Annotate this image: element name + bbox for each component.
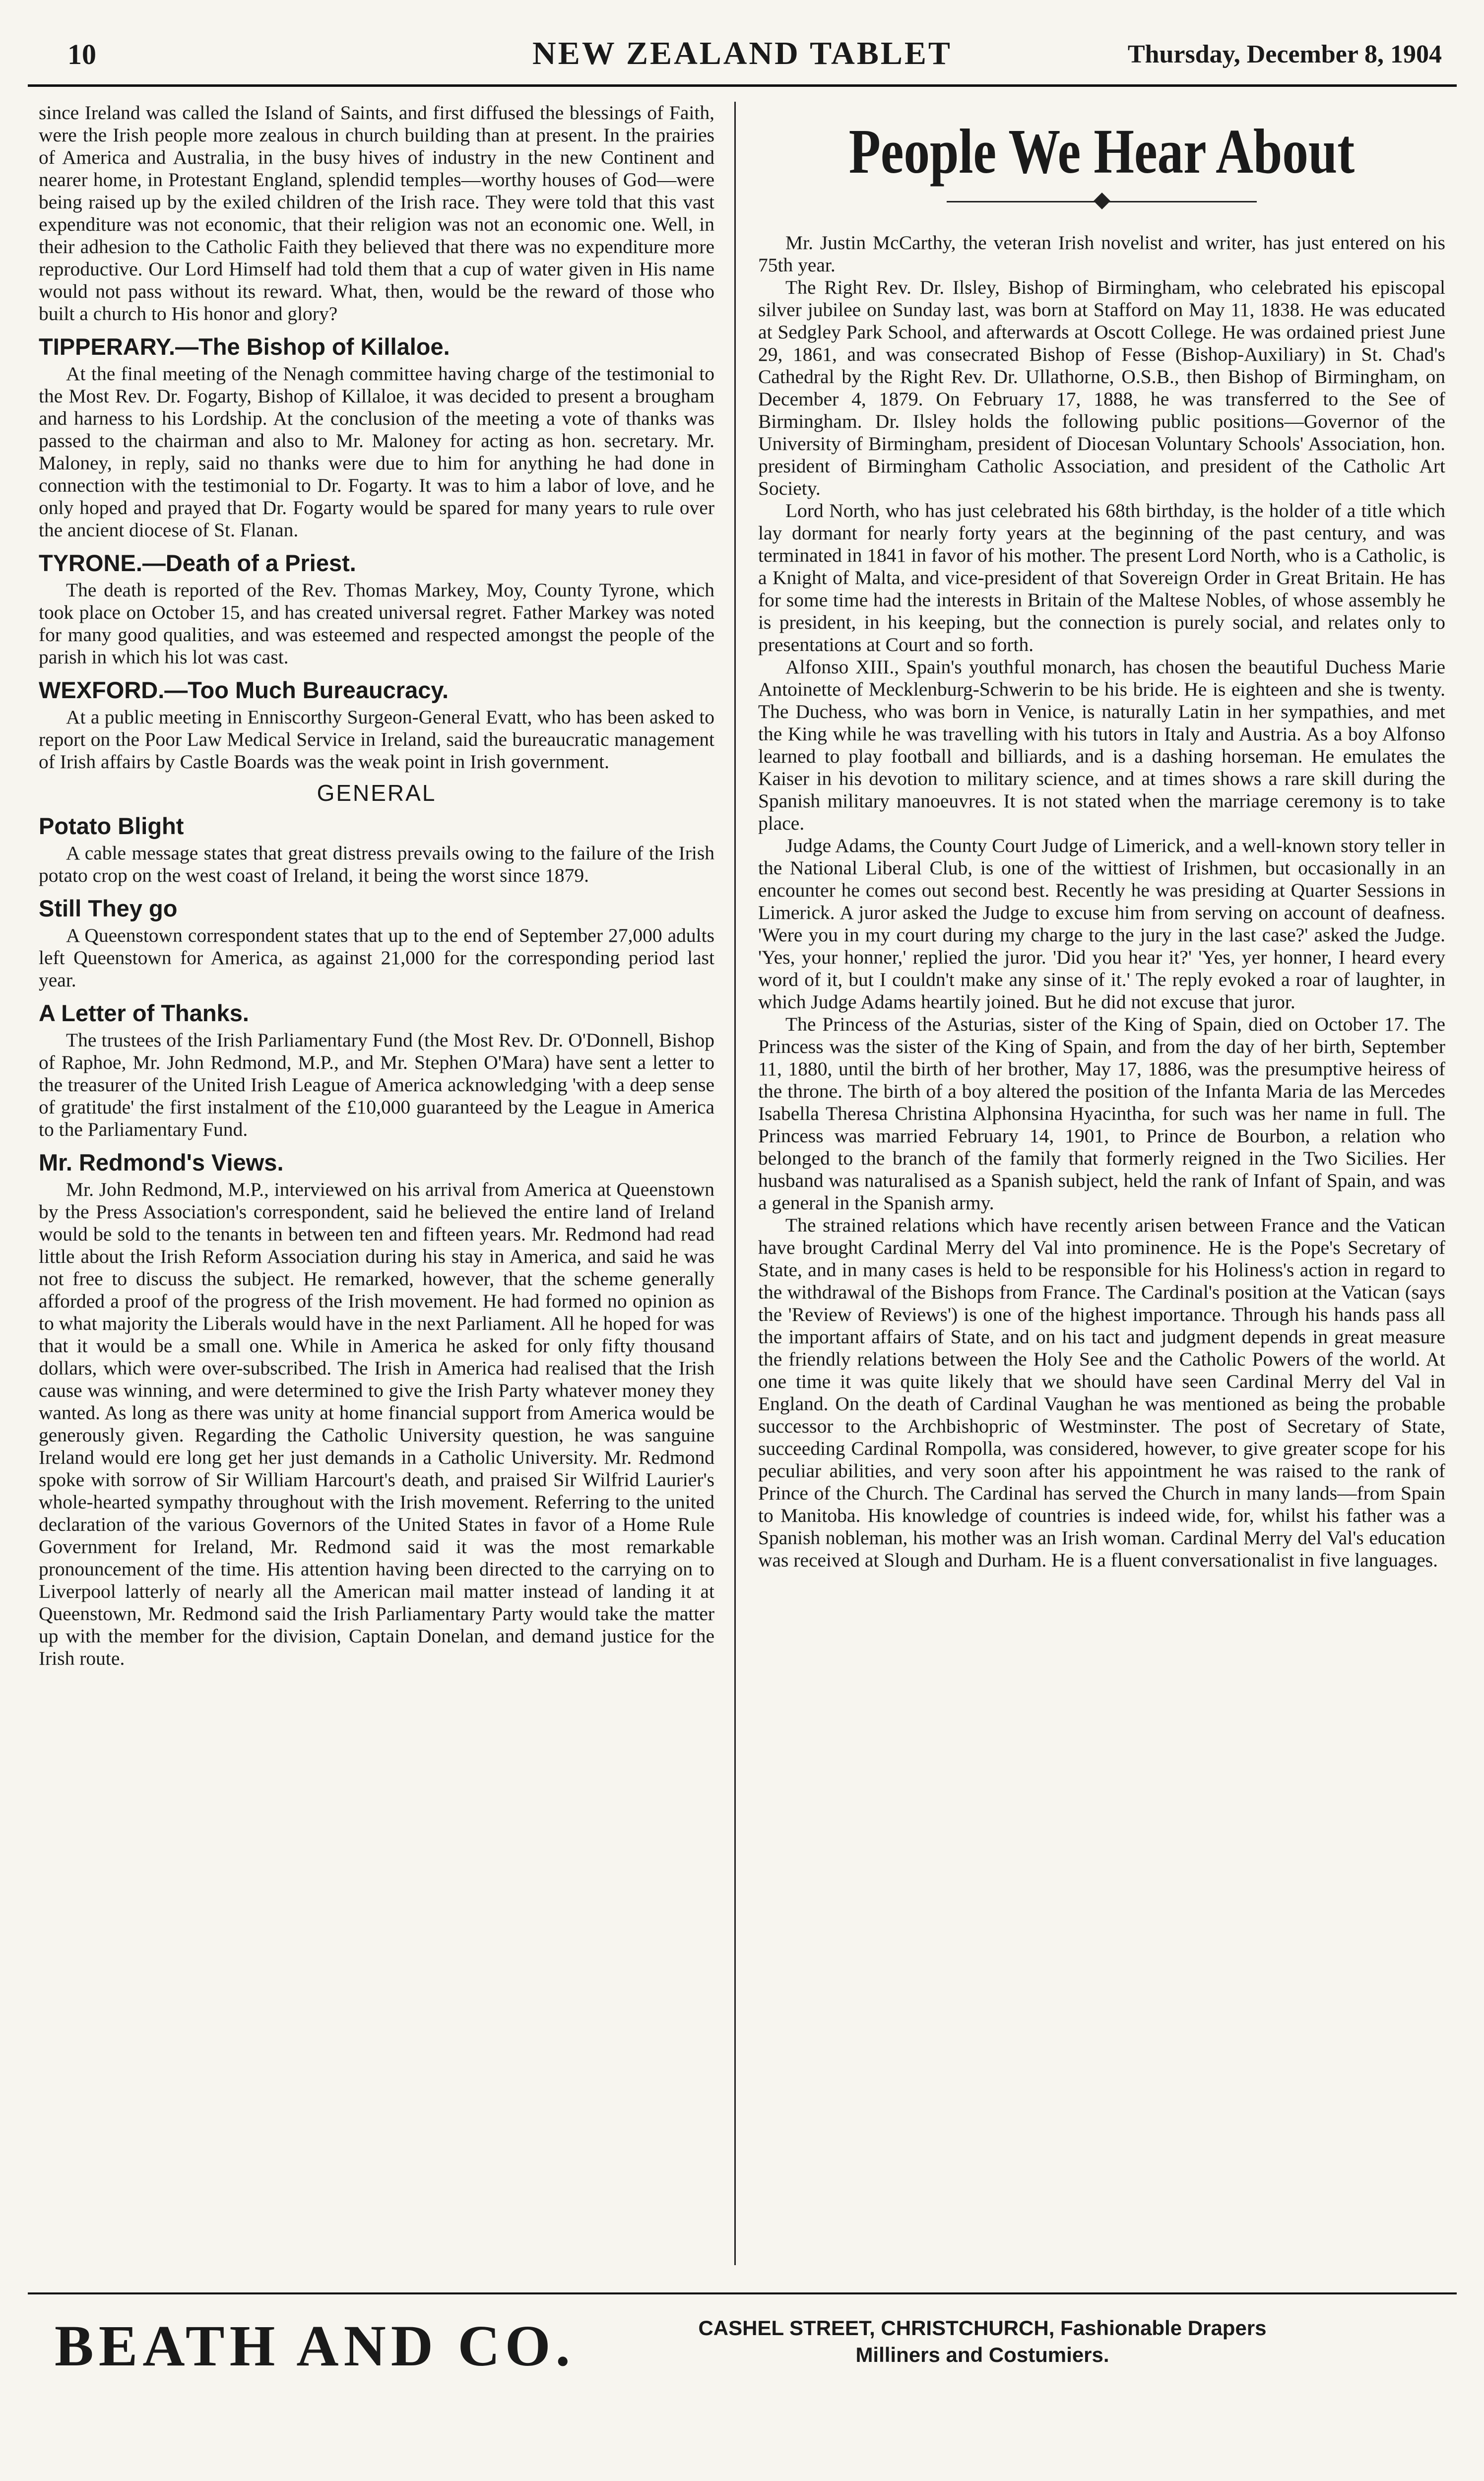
wexford-paragraph: At a public meeting in Enniscorthy Surgeon-General Evatt, who has been asked to report on the Poor Law Medical Service in Ireland, said the bureaucratic management of Irish affairs by Castle Boards was the weak point in Irish government. (39, 706, 714, 773)
people-we-hear-about-heading: People We Hear About (848, 116, 1355, 187)
page-number: 10 (67, 38, 96, 70)
diamond-ornament-icon (1094, 193, 1110, 209)
masthead (28, 35, 1457, 87)
wexford-heading: WEXFORD.—Too Much Bureaucracy. (39, 677, 449, 703)
address-line-1: CASHEL STREET, CHRISTCHURCH, Fashionable Drapers (698, 2316, 1267, 2340)
heading-ornament (758, 187, 1445, 217)
right-column (758, 102, 1445, 2275)
judge-adams-paragraph: Judge Adams, the County Court Judge of Limerick, and a well-known story teller in the National Liberal Club, is one of the wittiest of Irishmen, but occasionally in an encounter he comes out second best. Recently he was presiding at Quarter Sessions in Limerick. A juror asked the Judge to excuse him from serving on account of deafness. 'Were you in my court during my charge to the jury in the last case?' asked the Judge. 'Yes, your honner,' replied the juror. 'Did you hear it?' 'Yes, yer honner, I heard every word of it, but I couldn't make any sinse of it.' The reply evoked a roar of laughter, in which Judge Adams heartily joined. But he did not excuse that juror. (758, 835, 1445, 1013)
issue-date: Thursday, December 8, 1904 (1127, 40, 1442, 68)
alfonso-paragraph: Alfonso XIII., Spain's youthful monarch, has chosen the beautiful Duchess Marie Antoinette of Mecklenburg-Schwerin to be his bride. He is eighteen and she is twenty. The Duchess, who was born in Venice, is naturally Latin in her sympathies, and met the King while he was travelling with his tutors in Italy and Austria. As a boy Alfonso learned to play football and billiards, and is a dashing horseman. He emulates the Kaiser in his devotion to military science, and at times shows a rare skill during the Spanish military manoeuvres. It is not stated when the marriage ceremony is to take place. (758, 656, 1445, 834)
princess-asturias-paragraph: The Princess of the Asturias, sister of the King of Spain, died on October 17. The Princess was the sister of the King of Spain, and from the day of her birth, September 11, 1880, until the birth of her brother, May 17, 1886, was the presumptive heiress of the throne. The birth of a boy altered the position of the Infanta Maria de las Mercedes Isabella Theresa Christina Alphonsina Hyacintha, for such was her name in full. The Princess was married February 14, 1901, to Prince de Bourbon, a relation who belonged to the branch of the family that formerly reigned in the Two Sicilies. Her husband was naturalised as a Spanish subject, held the rank of Infant of Spain, and was a general in the Spanish army. (758, 1013, 1445, 1214)
footer-rule (28, 2292, 1457, 2294)
redmond-heading: Mr. Redmond's Views. (39, 1149, 284, 1175)
advertiser-brand: BEATH AND CO. (55, 2313, 575, 2378)
general-heading: GENERAL (317, 780, 437, 806)
potato-heading: Potato Blight (39, 813, 184, 839)
tipperary-paragraph: At the final meeting of the Nenagh committee having charge of the testimonial to the Most Rev. Dr. Fogarty, Bishop of Killaloe, it was decided to present a brougham and harness to his Lordship. At the conclusion of the meeting a vote of thanks was passed to the chairman and also to Mr. Maloney for acting as hon. secretary. Mr. Maloney, in reply, said no thanks were due to him for anything he had done in connection with the testimonial to Dr. Fogarty. It was to him a labor of love, and he only hoped and prayed that Dr. Fogarty would be spared for many years to rule over the ancient diocese of St. Flanan. (39, 363, 714, 541)
merry-del-val-paragraph: The strained relations which have recently arisen between France and the Vatican have brought Cardinal Merry del Val into prominence. He is the Pope's Secretary of State, and in many cases is held to be responsible for his Holiness's action in regard to the withdrawal of the Bishops from France. The Cardinal's position at the Vatican (says the 'Review of Reviews') is one of the highest importance. Through his hands pass all the important affairs of State, and on his tact and judgment depends in great measure the friendly relations between the Holy See and the Catholic Powers of the world. At one time it was quite likely that we should have seen Cardinal Merry del Val in England. On the death of Cardinal Vaughan he was mentioned as being the probable successor to the Archbishopric of Westminster. The post of Secretary of State, succeeding Cardinal Rompolla, was considered, however, to give greater scope for his peculiar abilities, and very soon after his appointment he was raised to the rank of Prince of the Church. The Cardinal has served the Church in many lands—from Spain to Manitoba. His knowledge of countries is indeed wide, for, whilst his father was a Spanish nobleman, his mother was an Irish woman. Cardinal Merry del Val's education was received at Slough and Durham. He is a fluent conversationalist in five languages. (758, 1214, 1445, 1571)
tyrone-heading: TYRONE.—Death of a Priest. (39, 550, 356, 576)
ilsley-paragraph: The Right Rev. Dr. Ilsley, Bishop of Birmingham, who celebrated his episcopal silver jubilee on Sunday last, was born at Stafford on May 11, 1838. He was educated at Sedgley Park School, and afterwards at Oscott College. He was ordained priest June 29, 1861, and was consecrated Bishop of Fesse (Bishop-Auxiliary) in St. Chad's Cathedral by the Right Rev. Dr. Ullathorne, O.S.B., then Bishop of Birmingham, on December 4, 1879. On February 17, 1888, he was transferred to the See of Birmingham. Dr. Ilsley holds the following public positions—Governor of the University of Birmingham, president of Diocesan Voluntary Schools' Association, hon. president of Birmingham Catholic Association, and president of the Catholic Art Society. (758, 276, 1445, 499)
address-line-2: Milliners and Costumiers. (855, 2343, 1109, 2366)
letter-heading: A Letter of Thanks. (39, 1000, 249, 1026)
left-column (39, 102, 714, 2275)
intro-paragraph: since Ireland was called the Island of Saints, and first diffused the blessings of Faith, were the Irish people more zealous in church building than at present. In the prairies of America and Australia, in the busy hives of industry in the new Continent and nearer home, in Protestant England, splendid temples—worthy houses of God—were being raised up by the exiled children of the Irish race. They were told that this vast expenditure was not economic, that their religion was not an economic one. Well, in their adhesion to the Catholic Faith they believed that there was no expenditure more reproductive. Our Lord Himself had told them that a cup of water given in His name would not pass without its reward. What, then, would be the reward of those who built a church to His honor and glory? (39, 102, 714, 325)
mccarthy-paragraph: Mr. Justin McCarthy, the veteran Irish novelist and writer, has just entered on his 75th year. (758, 232, 1445, 276)
still-they-go-heading: Still They go (39, 895, 178, 921)
tyrone-paragraph: The death is reported of the Rev. Thomas Markey, Moy, County Tyrone, which took place on October 15, and has created universal regret. Father Markey was noted for many good qualities, and was esteemed and respected amongst the people of the parish in which his lot was cast. (39, 579, 714, 668)
lord-north-paragraph: Lord North, who has just celebrated his 68th birthday, is the holder of a title which lay dormant for nearly forty years at the beginning of the past century, and was terminated in 1841 in favor of his mother. The present Lord North, who is a Catholic, is a Knight of Malta, and vice-president of that Sovereign Order in Great Britain. He has for some time had the interests in Britain of the Maltese Nobles, of whose assembly he is president, in his keeping, but the connection is purely social, and relates only to presentations at Court and so forth. (758, 500, 1445, 655)
column-rule (734, 102, 736, 2265)
redmond-paragraph: Mr. John Redmond, M.P., interviewed on his arrival from America at Queenstown by the Press Association's correspondent, said he believed the entire land of Ireland would be sold to the tenants in between ten and fifteen years. Mr. Redmond had read little about the Irish Reform Association during his stay in America, and said he was not free to discuss the subject. He remarked, however, that the scheme generally afforded a proof of the progress of the Irish movement. He had formed no opinion as to what majority the Liberals would have in the next Parliament. All he hoped for was that it would be a small one. While in America he asked for only fifty thousand dollars, which were over-subscribed. The Irish in America had realised that the Irish cause was winning, and were determined to give the Irish Party whatever money they wanted. As long as there was unity at home financial support from America would be generously given. Regarding the Catholic University question, he was sanguine Ireland would ere long get her just demands in a Catholic University. Mr. Redmond spoke with sorrow of Sir William Harcourt's death, and praised Sir Wilfrid Laurier's whole-hearted sympathy throughout with the Irish movement. Referring to the united declaration of the various Governors of the United States in favor of a Home Rule Government for Ireland, Mr. Redmond said it was the most remarkable pronouncement of the time. His attention having been directed to the carrying on to Liverpool latterly of nearly all the American mail matter instead of landing it at Queenstown, Mr. Redmond said the Irish Parliamentary Party would take the matter up with the member for the division, Captain Donelan, and demand justice for the Irish route. (39, 1178, 714, 1669)
potato-paragraph: A cable message states that great distress prevails owing to the failure of the Irish potato crop on the west coast of Ireland, it being the worst since 1879. (39, 842, 714, 886)
advertiser-address (635, 2315, 1330, 2368)
still-they-go-paragraph: A Queenstown correspondent states that up to the end of September 27,000 adults left Queenstown for America, as against 21,000 for the corresponding period last year. (39, 924, 714, 991)
letter-paragraph: The trustees of the Irish Parliamentary Fund (the Most Rev. Dr. O'Donnell, Bishop of Raphoe, Mr. John Redmond, M.P., and Mr. Stephen O'Mara) have sent a letter to the treasurer of the United Irish League of America acknowledging 'with a deep sense of gratitude' the first instalment of the £10,000 guaranteed by the League in America to the Parliamentary Fund. (39, 1029, 714, 1140)
newspaper-title: NEW ZEALAND TABLET (532, 35, 952, 71)
tipperary-heading: TIPPERARY.—The Bishop of Killaloe. (39, 333, 450, 360)
